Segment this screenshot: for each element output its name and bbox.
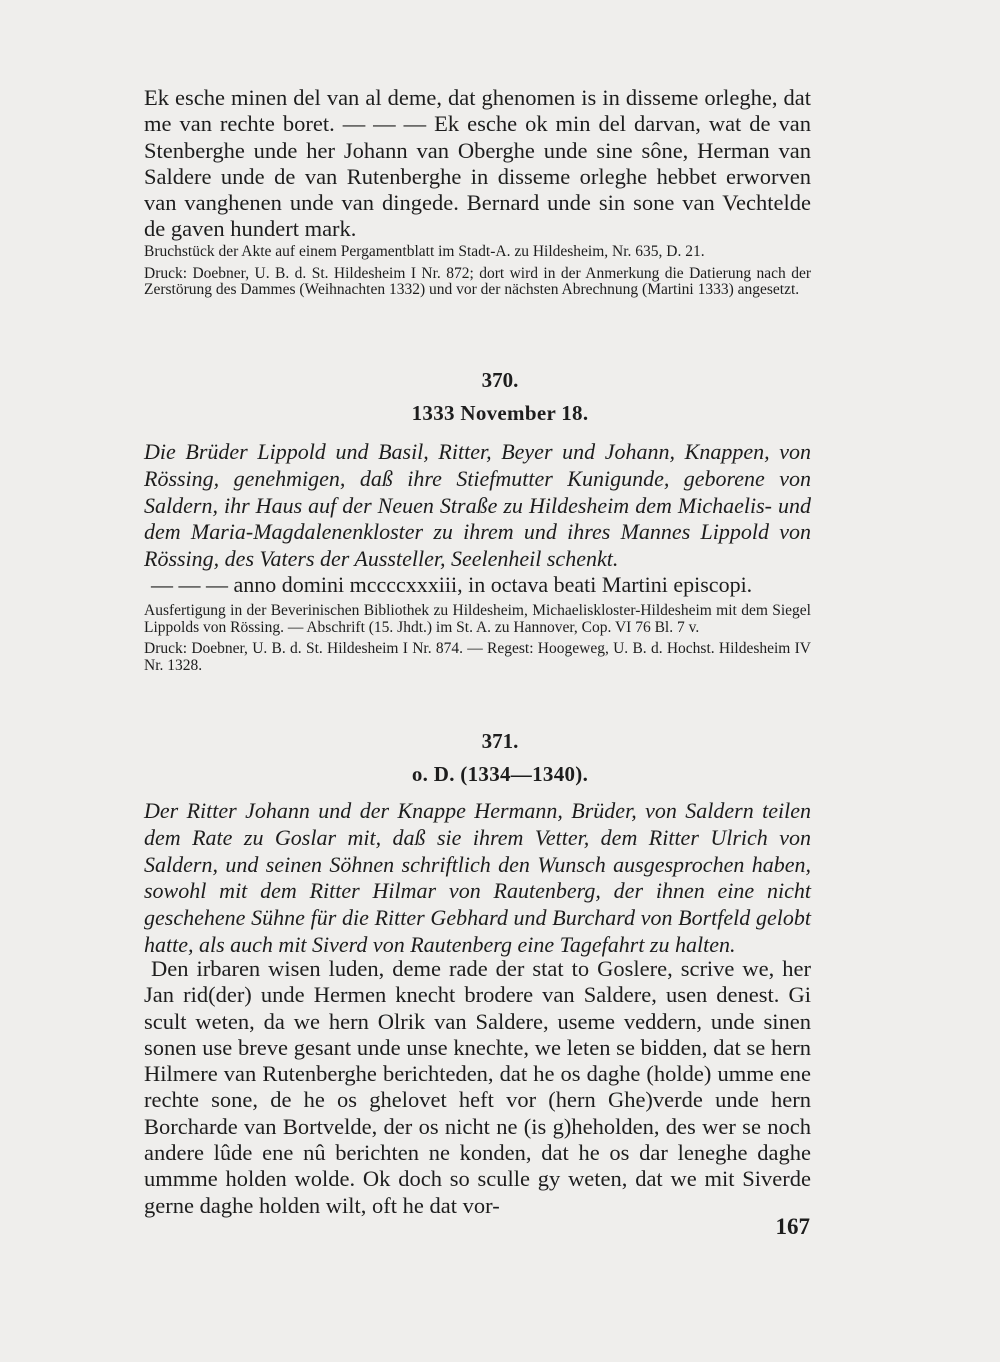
document-date-370: 1333 November 18. xyxy=(411,401,589,425)
page-number: 167 xyxy=(775,1214,810,1239)
source-notes-370 xyxy=(144,603,811,674)
source-note: Ausfertigung in der Beverinischen Bibliothek zu Hildesheim, Michaeliskloster-Hildesheim mit dem Siegel Lippolds von Rössing. — Abschrift (15. Jhdt.) im St. A. zu Hannover, Cop. VI 76 Bl. 7 v. xyxy=(144,602,811,636)
quote-370: — — — anno domini mccccxxxiii, in octava beati Martini episcopi. xyxy=(151,572,753,597)
continued-text: Ek esche minen del van al deme, dat ghenomen is in disseme orleghe, dat me van rechte boret. — — — Ek esche ok min del darvan, wat de van Stenberghe unde her Johann van Oberghe unde sine sône, Herman van Saldere unde de van Rutenberghe in disseme orleghe hebbet erworven van vanghenen unde van dingede. Bernard unde sin sone van Vechtelde de gaven hundert mark. xyxy=(144,85,811,242)
regest-370: Die Brüder Lippold und Basil, Ritter, Beyer und Johann, Knappen, von Rössing, genehmigen, daß ihre Stiefmutter Kunigunde, geborene von Saldern, ihr Haus auf der Neuen Straße zu Hildesheim dem Michaelis- und dem Maria-Magdalenenkloster zu ihrem und ihres Mannes Lippold von Rössing, des Vaters der Aussteller, Seelenheil schenkt. xyxy=(144,439,811,572)
print-note: Druck: Doebner, U. B. d. St. Hildesheim I Nr. 874. — Regest: Hoogeweg, U. B. d. Hochst. Hildesheim IV Nr. 1328. xyxy=(144,640,811,674)
document-date-371: o. D. (1334—1340). xyxy=(411,762,589,786)
source-note: Bruchstück der Akte auf einem Pergamentblatt im Stadt-A. zu Hildesheim, Nr. 635, D. 21. xyxy=(144,243,705,260)
document-number-371: 371. xyxy=(481,729,519,753)
regest-371: Der Ritter Johann und der Knappe Hermann, Brüder, von Saldern teilen dem Rate zu Goslar mit, daß sie ihrem Vetter, dem Ritter Ulrich von Saldern, und seinen Söhnen schriftlich den Wunsch ausgesprochen haben, sowohl mit dem Ritter Hilmar von Rautenberg, der ihnen eine nicht geschehene Sühne für die Ritter Gebhard und Burchard von Bortfeld gelobt hatte, als auch mit Siverd von Rautenberg eine Tagefahrt zu halten. xyxy=(144,798,811,957)
source-notes-369 xyxy=(144,244,811,299)
document-number-370: 370. xyxy=(481,368,519,392)
print-note: Druck: Doebner, U. B. d. St. Hildesheim I Nr. 872; dort wird in der Anmerkung die Datierung nach der Zerstörung des Dammes (Weihnachten 1332) und vor der nächsten Abrechnung (Martini 1333) angesetzt. xyxy=(144,264,811,298)
letter-text-371: Den irbaren wisen luden, deme rade der stat to Goslere, scrive we, her Jan rid(der) unde Hermen knecht brodere van Saldere, usen denest. Gi scult weten, da we hern Olrik van Saldere, useme veddern, unde sinen sonen use breve gesant unde unse knechte, we leten se bidden, dat se hern Hilmere van Rutenberghe berichteden, dat he os daghe (holde) umme ene rechte sone, de he os ghelovet heft vor (hern Ghe)verde unde hern Borcharde van Bortvelde, der os nicht ne (is g)heholden, des wer se noch andere lûde ene nû berichten ne konden, dat he os dar leneghe daghe ummme holden wolde. Ok doch so sculle gy weten, dat we mit Siverde gerne daghe holden wilt, oft he dat vor- xyxy=(144,956,811,1218)
